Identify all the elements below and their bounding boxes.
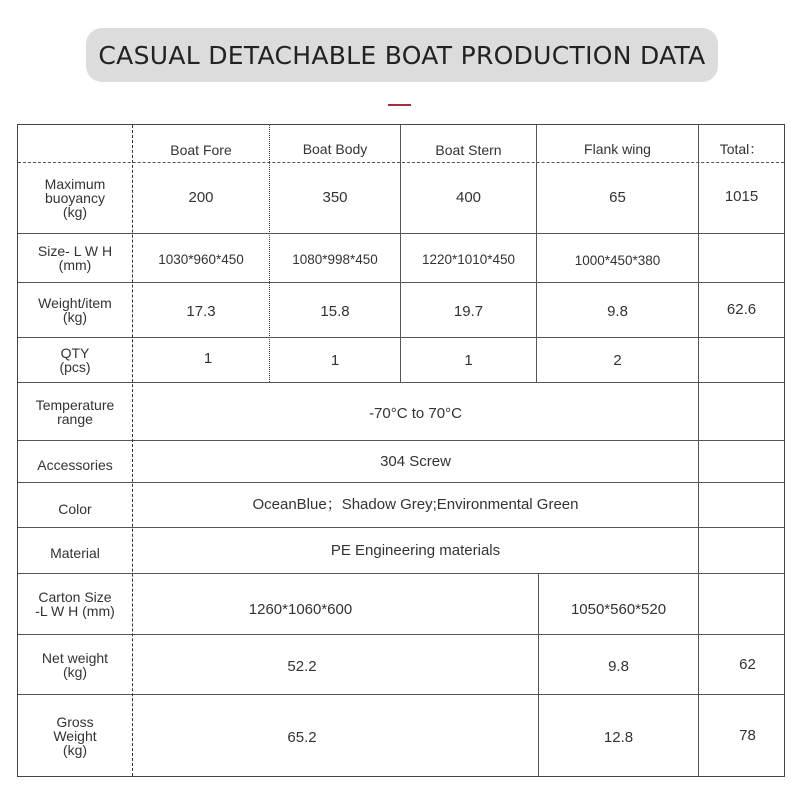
size-total [699,234,784,282]
qty-boat-body: 1 [330,352,340,369]
buoyancy-boat-fore: 200 [188,189,214,206]
buoyancy-boat-body: 350 [322,189,348,206]
net-weight-wing: 9.8 [608,657,629,675]
row-label-qty: QTY (pcs) [59,345,91,375]
row-label-size: Size- L W H (mm) [37,243,113,273]
weight-boat-fore: 17.3 [186,303,216,320]
weight-total: 62.6 [726,301,757,318]
header-total: Total： [719,141,764,157]
header-boat-stern: Boat Stern [435,142,502,158]
size-boat-fore: 1030*960*450 [158,252,244,267]
header-boat-fore: Boat Fore [170,142,232,158]
carton-size-wing: 1050*560*520 [570,601,667,618]
accessories-value: 304 Screw [380,453,451,470]
page-title: CASUAL DETACHABLE BOAT PRODUCTION DATA [86,28,718,82]
row-label-color: Color [58,501,92,517]
row-label-net-weight: Net weight (kg) [41,649,109,680]
row-label-buoyancy: Maximum buoyancy (kg) [44,176,106,220]
size-boat-stern: 1220*1010*450 [421,252,516,267]
weight-boat-stern: 19.7 [453,303,484,320]
gross-weight-wing: 12.8 [603,728,634,746]
size-flank-wing: 1000*450*380 [574,253,661,268]
gross-weight-main: 65.2 [287,728,317,746]
row-label-gross-weight: Gross Weight (kg) [53,713,97,758]
carton-size-total [699,574,784,634]
color-value: OceanBlue；Shadow Grey;Environmental Green [252,496,579,513]
material-value: PE Engineering materials [330,541,501,559]
row-label-accessories: Accessories [37,457,113,473]
qty-total [699,338,784,382]
buoyancy-total: 1015 [724,188,759,205]
header-flank-wing: Flank wing [584,141,651,157]
qty-flank-wing: 2 [613,352,622,369]
title-accent-line [388,104,411,106]
size-boat-body: 1080*998*450 [292,252,378,267]
qty-boat-stern: 1 [464,352,473,369]
weight-flank-wing: 9.8 [607,303,628,320]
buoyancy-boat-stern: 400 [455,189,482,206]
temperature-value: -70°C to 70°C [369,404,462,422]
qty-boat-fore: 1 [203,350,213,367]
header-boat-body: Boat Body [302,141,368,157]
row-label-material: Material [50,544,100,561]
row-label-carton-size: Carton Size -L W H (mm) [35,589,115,619]
gross-weight-total: 78 [739,726,756,744]
net-weight-main: 52.2 [287,657,317,675]
buoyancy-flank-wing: 65 [609,189,626,206]
weight-boat-body: 15.8 [320,303,350,320]
carton-size-main: 1260*1060*600 [248,601,353,618]
net-weight-total: 62 [739,655,756,673]
production-data-table [17,124,785,777]
row-label-temperature: Temperature range [35,396,115,427]
row-label-weight: Weight/item (kg) [38,295,112,325]
